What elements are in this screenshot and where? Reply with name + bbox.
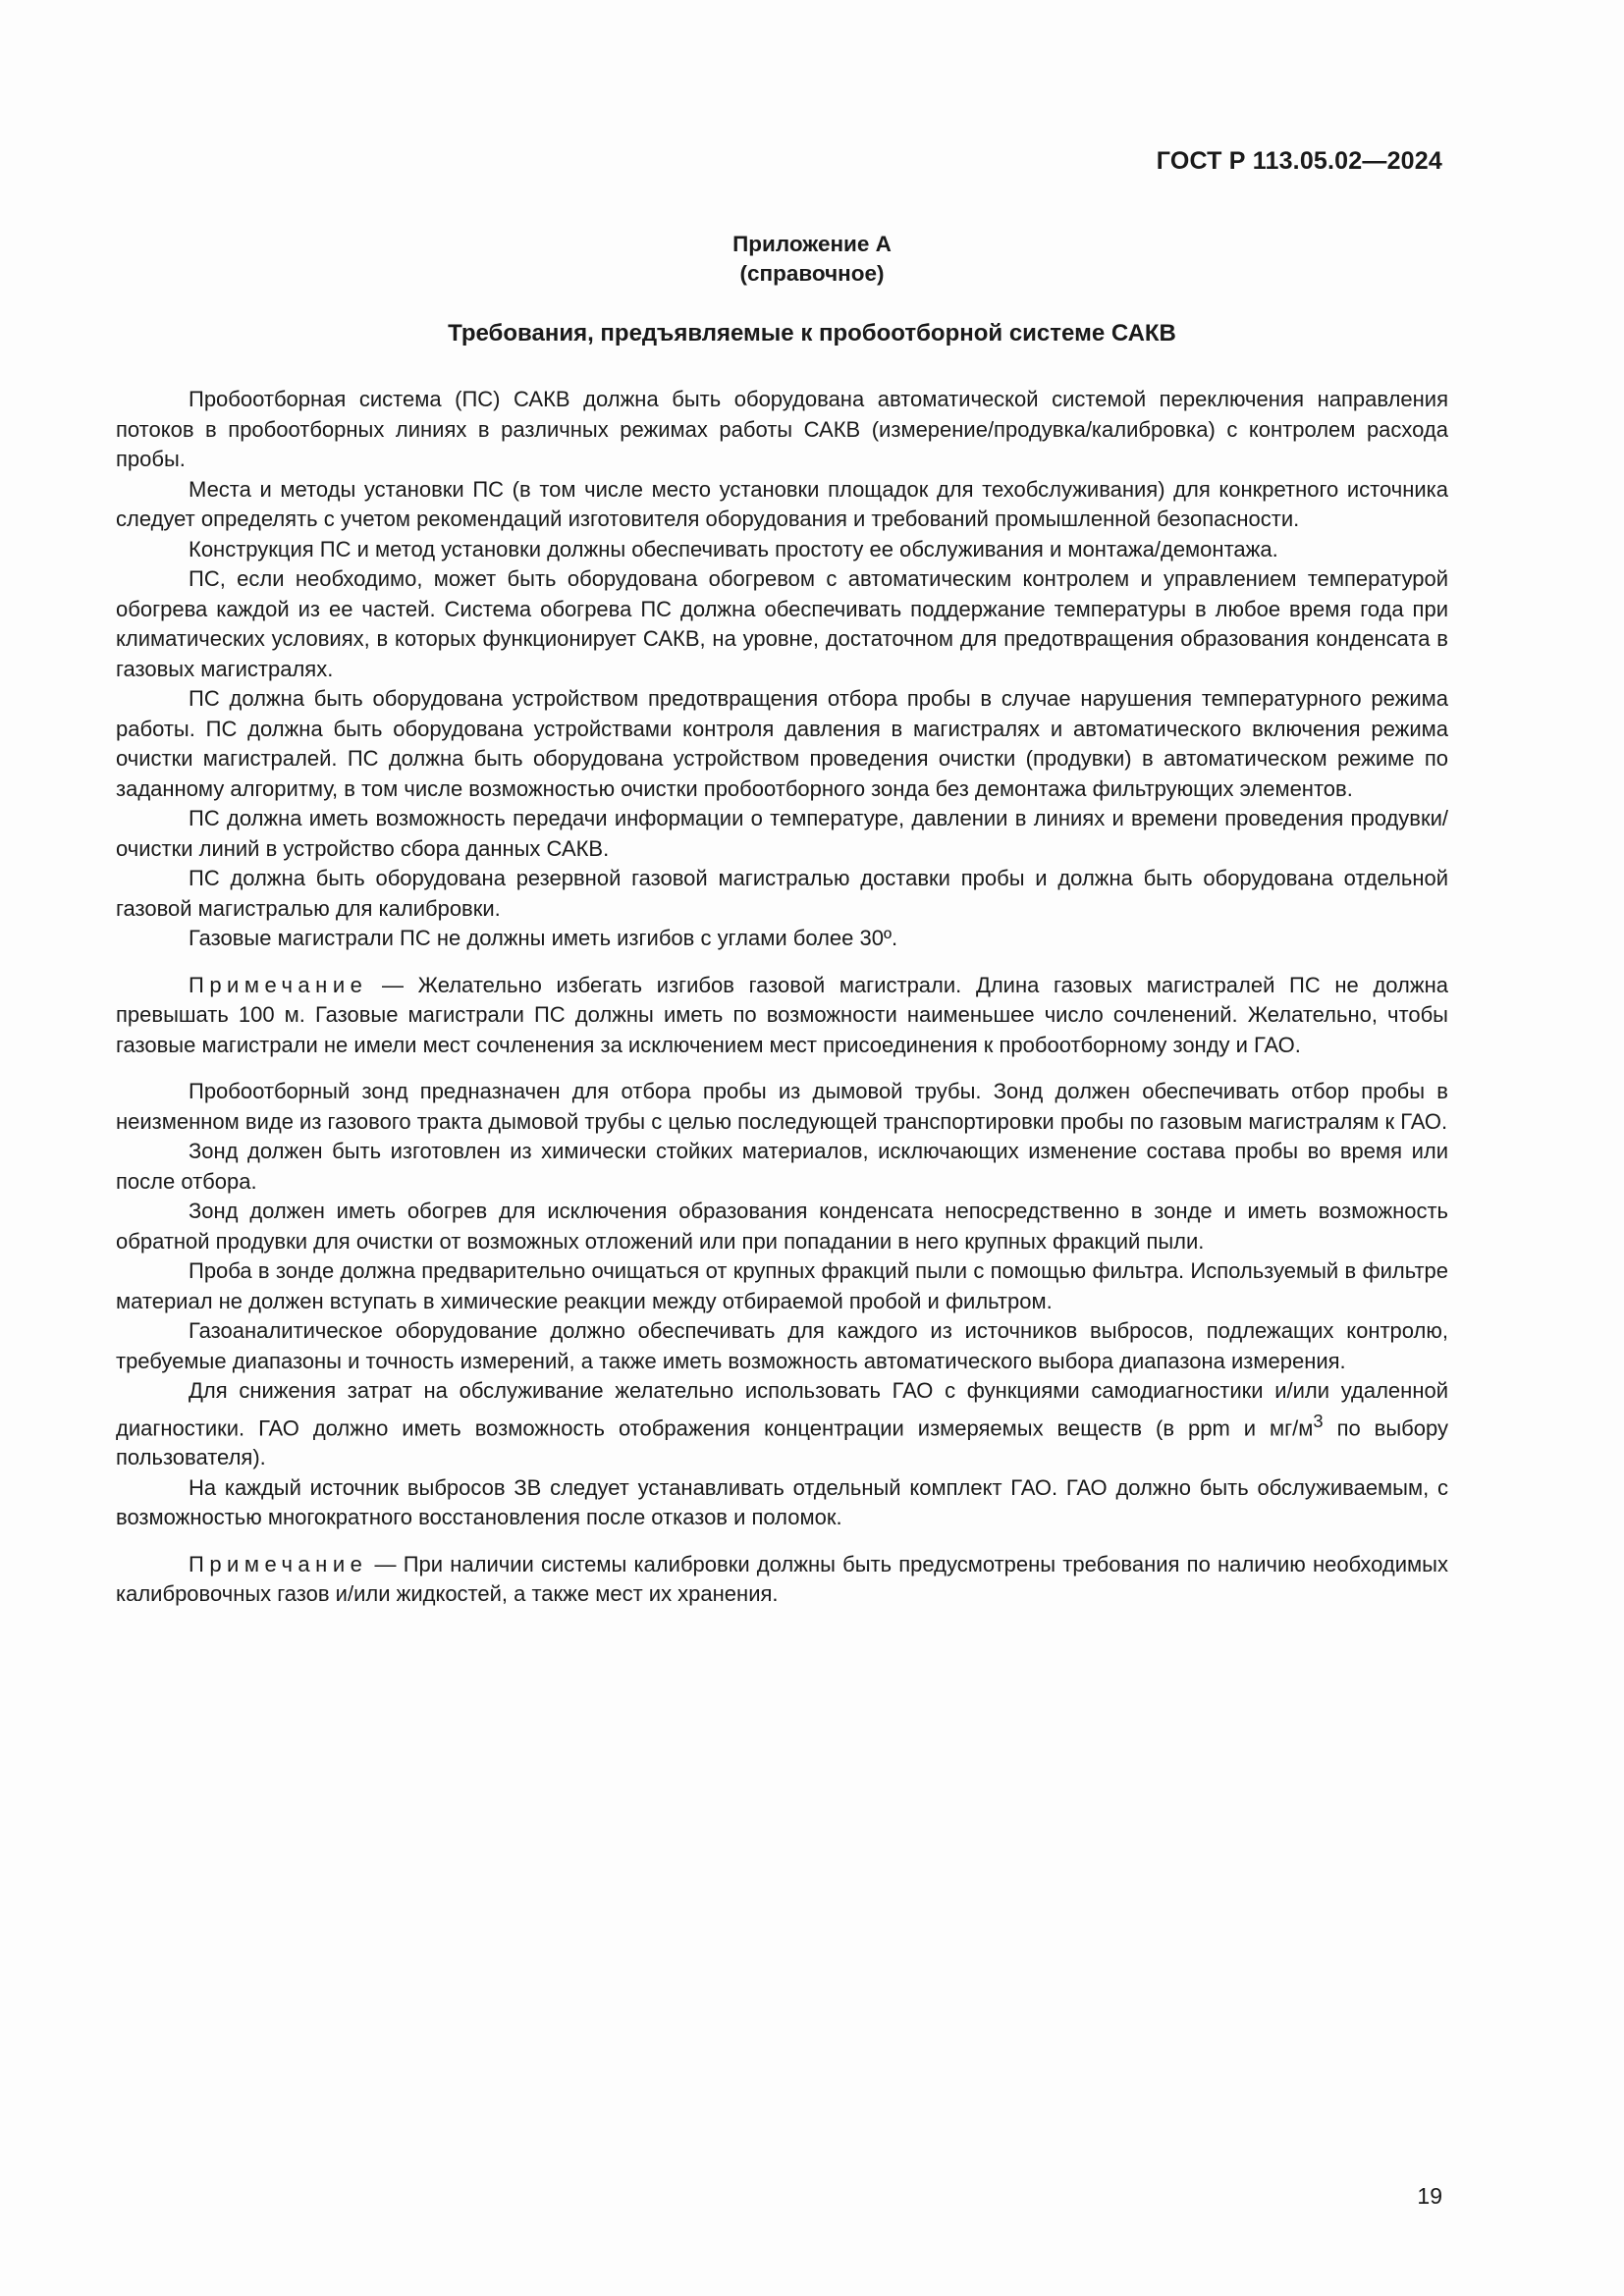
paragraph: [116, 1376, 1448, 1473]
paragraph-text: Для снижения затрат на обслуживание желательно использовать ГАО с функциями самодиагностики и/или удаленной диагностики. ГАО должно иметь возможность отображения концентрации измеряемых веществ (в ppm и мг/м: [116, 1378, 1448, 1440]
paragraph: Проба в зонде должна предварительно очищаться от крупных фракций пыли с помощью фильтра. Используемый в фильтре материал не должен вступать в химические реакции между отбираемой пробой и фильтром.: [116, 1258, 1448, 1313]
paragraph: ПС должна иметь возможность передачи информации о температуре, давлении в линиях и времени проведения продувки/очистки линий в устройство сбора данных САКВ.: [116, 806, 1448, 861]
paragraph: Зонд должен быть изготовлен из химически стойких материалов, исключающих изменение состава пробы во время или после отбора.: [116, 1139, 1448, 1194]
document-body: [116, 385, 1448, 1627]
annex-heading: [0, 230, 1624, 289]
paragraph: Пробоотборная система (ПС) САКВ должна быть оборудована автоматической системой переключения направления потоков в пробоотборных линиях в различных режимах работы САКВ (измерение/продувка/калибровка) с контролем расхода пробы.: [116, 387, 1448, 471]
paragraph: Газовые магистрали ПС не должны иметь изгибов с углами более 30º.: [189, 926, 898, 950]
annex-subtitle: (справочное): [739, 261, 885, 286]
superscript: 3: [1313, 1410, 1324, 1431]
paragraph: Места и методы установки ПС (в том числе место установки площадок для техобслуживания) для конкретного источника следует определять с учетом рекомендаций изготовителя оборудования и требований промышленной безопасности.: [116, 476, 1448, 531]
paragraph: ПС должна быть оборудована резервной газовой магистралью доставки пробы и должна быть оборудована отдельной газовой магистралью для калибровки.: [116, 866, 1448, 921]
note-text: — При наличии системы калибровки должны быть предусмотрены требования по наличию необходимых калибровочных газов и/или жидкостей, а также мест их хранения.: [116, 1551, 1448, 1607]
section-title: Требования, предъявляемые к пробоотборной системе САКВ: [448, 320, 1176, 347]
paragraph: Конструкция ПС и метод установки должны обеспечивать простоту ее обслуживания и монтажа/демонтажа.: [189, 536, 1278, 561]
note-text: — Желательно избегать изгибов газовой магистрали. Длина газовых магистралей ПС не должна превышать 100 м. Газовые магистрали ПС должны иметь по возможности наименьшее число сочленений. Желательно, чтобы газовые магистрали не имели мест сочленения за исключением мест присоединения к пробоотборному зонду и ГАО.: [116, 972, 1448, 1057]
annex-title: Приложение А: [732, 232, 892, 256]
paragraph: Пробоотборный зонд предназначен для отбора пробы из дымовой трубы. Зонд должен обеспечивать отбор пробы в неизменном виде из газового тракта дымовой трубы с целью последующей транспортировки пробы по газовым магистралям к ГАО.: [116, 1079, 1448, 1134]
paragraph: ПС, если необходимо, может быть оборудована обогревом с автоматическим контролем и управлением температурой обогрева каждой из ее частей. Система обогрева ПС должна обеспечивать поддержание температуры в любое время года при климатических условиях, в которых функционирует САКВ, на уровне, достаточном для предотвращения образования конденсата в газовых магистралях.: [116, 566, 1448, 681]
note-label: Примечание: [189, 972, 368, 997]
document-code: ГОСТ Р 113.05.02—2024: [1156, 147, 1442, 175]
paragraph: ПС должна быть оборудована устройством предотвращения отбора пробы в случае нарушения температурного режима работы. ПС должна быть оборудована устройствами контроля давления в магистралях и автоматического включения режима очистки магистралей. ПС должна быть оборудована устройством проведения очистки (продувки) в автоматическом режиме по заданному алгоритму, в том числе возможностью очистки пробоотборного зонда без демонтажа фильтрующих элементов.: [116, 686, 1448, 801]
note-paragraph: [116, 1550, 1448, 1610]
paragraph: Газоаналитическое оборудование должно обеспечивать для каждого из источников выбросов, подлежащих контролю, требуемые диапазоны и точность измерений, а также иметь возможность автоматического выбора диапазона измерения.: [116, 1318, 1448, 1373]
note-paragraph: [116, 971, 1448, 1061]
paragraph: На каждый источник выбросов ЗВ следует устанавливать отдельный комплект ГАО. ГАО должно быть обслуживаемым, с возможностью многократного восстановления после отказов и поломок.: [116, 1474, 1448, 1530]
note-label: Примечание: [189, 1551, 368, 1576]
paragraph: Зонд должен иметь обогрев для исключения образования конденсата непосредственно в зонде и иметь возможность обратной продувки для очистки от возможных отложений или при попадании в него крупных фракций пыли.: [116, 1199, 1448, 1254]
page-number: 19: [1417, 2183, 1442, 2209]
paragraph-text: по выбору пользователя).: [116, 1415, 1448, 1470]
